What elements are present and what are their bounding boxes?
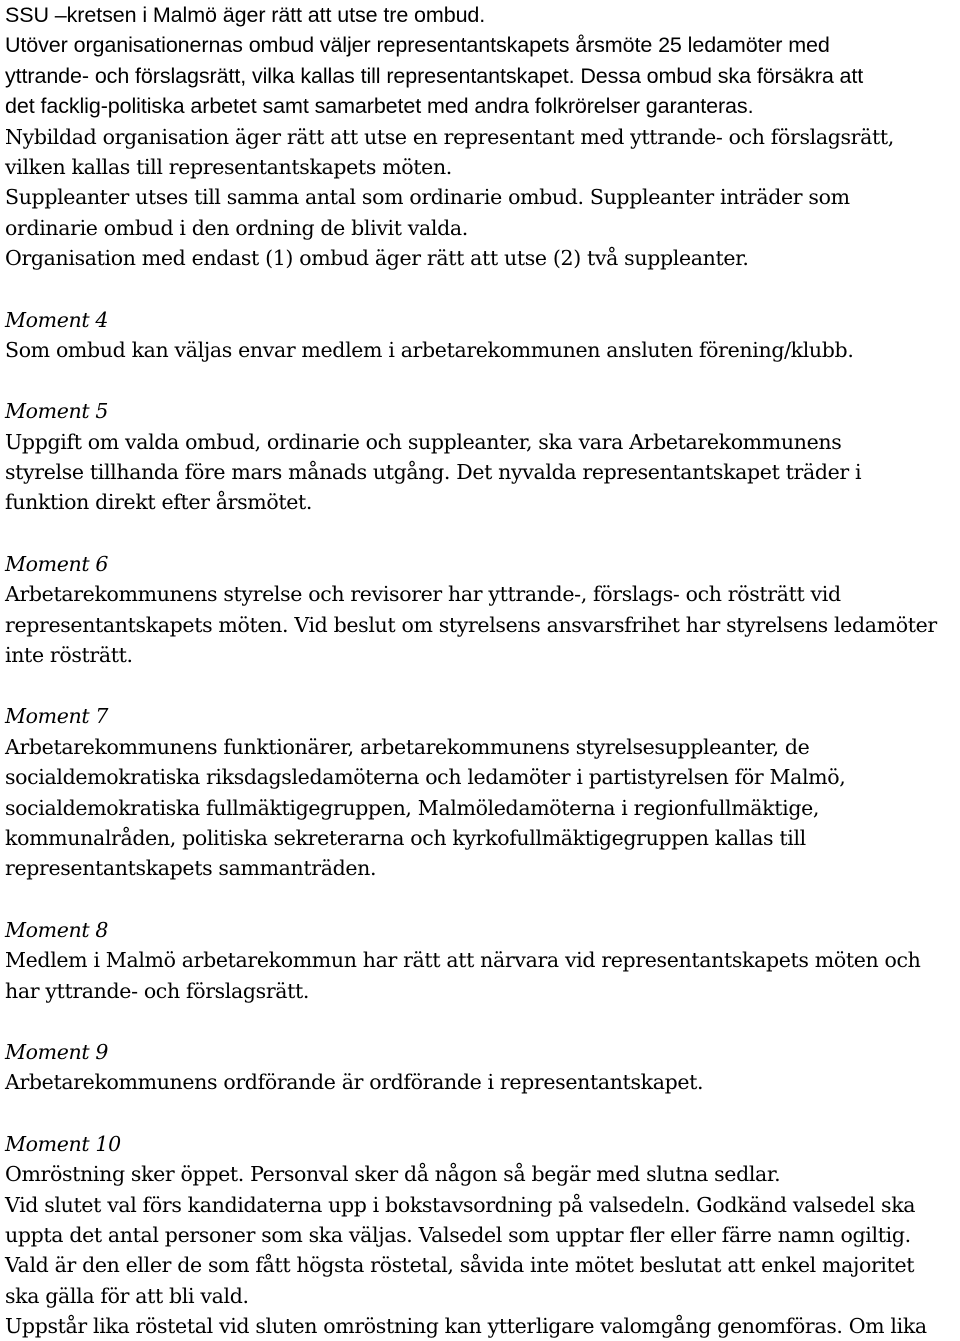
paragraph-gap [5,518,957,549]
text-line: inte rösträtt. [5,643,133,668]
text-line: Arbetarekommunens styrelse och revisorer har yttrande-, förslags- och rösträtt vid [5,582,841,607]
text-line: Vald är den eller de som fått högsta röstetal, såvida inte mötet beslutat att enkel majoritet [5,1253,915,1278]
paragraph-gap [5,884,957,915]
section-heading: Moment 8 [5,917,109,942]
paragraph-gap [5,365,957,396]
text-line: socialdemokratiska riksdagsledamöterna och ledamöter i partistyrelsen för Malmö, [5,765,846,790]
text-line: har yttrande- och förslagsrätt. [5,978,310,1003]
text-line: ska gälla för att bli vald. [5,1283,249,1308]
text-line: representantskapets möten. Vid beslut om styrelsens ansvarsfrihet har styrelsens ledamöter [5,612,937,637]
text-line: Arbetarekommunens ordförande är ordförande i representantskapet. [5,1070,704,1095]
text-line: uppta det antal personer som ska väljas. Valsedel som upptar fler eller färre namn ogiltig. [5,1222,911,1247]
text-line: det facklig-politiska arbetet samt samarbetet med andra folkrörelser garanteras. [5,94,754,119]
section-heading: Moment 10 [5,1131,121,1156]
paragraph-gap [5,1098,957,1129]
text-line: Medlem i Malmö arbetarekommun har rätt att närvara vid representantskapets möten och [5,948,921,973]
text-line: socialdemokratiska fullmäktigegruppen, Malmöledamöterna i regionfullmäktige, [5,795,820,820]
section-heading: Moment 4 [5,307,109,332]
text-line: yttrande- och förslagsrätt, vilka kallas till representantskapet. Dessa ombud ska försäkra att [5,63,864,88]
text-line: Organisation med endast (1) ombud äger rätt att utse (2) två suppleanter. [5,246,749,271]
section-heading: Moment 6 [5,551,109,576]
text-line: Vid slutet val förs kandidaterna upp i bokstavsordning på valsedeln. Godkänd valsedel ska [5,1192,916,1217]
paragraph-gap [5,1006,957,1037]
text-line: SSU –kretsen i Malmö äger rätt att utse tre ombud. [5,3,486,27]
text-line: vilken kallas till representantskapets möten. [5,154,452,179]
text-line: Omröstning sker öppet. Personval sker då någon så begär med slutna sedlar. [5,1162,781,1187]
text-line: styrelse tillhanda före mars månads utgång. Det nyvalda representantskapet träder i [5,460,862,485]
document-page [5,0,957,1341]
section-heading: Moment 5 [5,399,109,424]
text-line: kommunalråden, politiska sekreterarna och kyrkofullmäktigegruppen kallas till [5,825,806,850]
text-line: Arbetarekommunens funktionärer, arbetarekommunens styrelsesuppleanter, de [5,734,810,759]
text-line: Nybildad organisation äger rätt att utse en representant med yttrande- och förslagsrätt, [5,124,894,149]
paragraph-gap [5,670,957,701]
text-line: funktion direkt efter årsmötet. [5,490,313,515]
section-heading: Moment 9 [5,1039,109,1064]
text-line: Suppleanter utses till samma antal som ordinarie ombud. Suppleanter inträder som [5,185,850,210]
text-line: Uppstår lika röstetal vid sluten omröstning kan ytterligare valomgång genomföras. Om lika [5,1314,927,1339]
section-heading: Moment 7 [5,704,109,729]
text-line: Som ombud kan väljas envar medlem i arbetarekommunen ansluten förening/klubb. [5,337,854,362]
text-line: representantskapets sammanträden. [5,856,377,881]
text-line: Utöver organisationernas ombud väljer representantskapets årsmöte 25 ledamöter med [5,33,830,58]
text-line: ordinarie ombud i den ordning de blivit valda. [5,215,468,240]
text-line: Uppgift om valda ombud, ordinarie och suppleanter, ska vara Arbetarekommunens [5,429,842,454]
paragraph-gap [5,274,957,305]
